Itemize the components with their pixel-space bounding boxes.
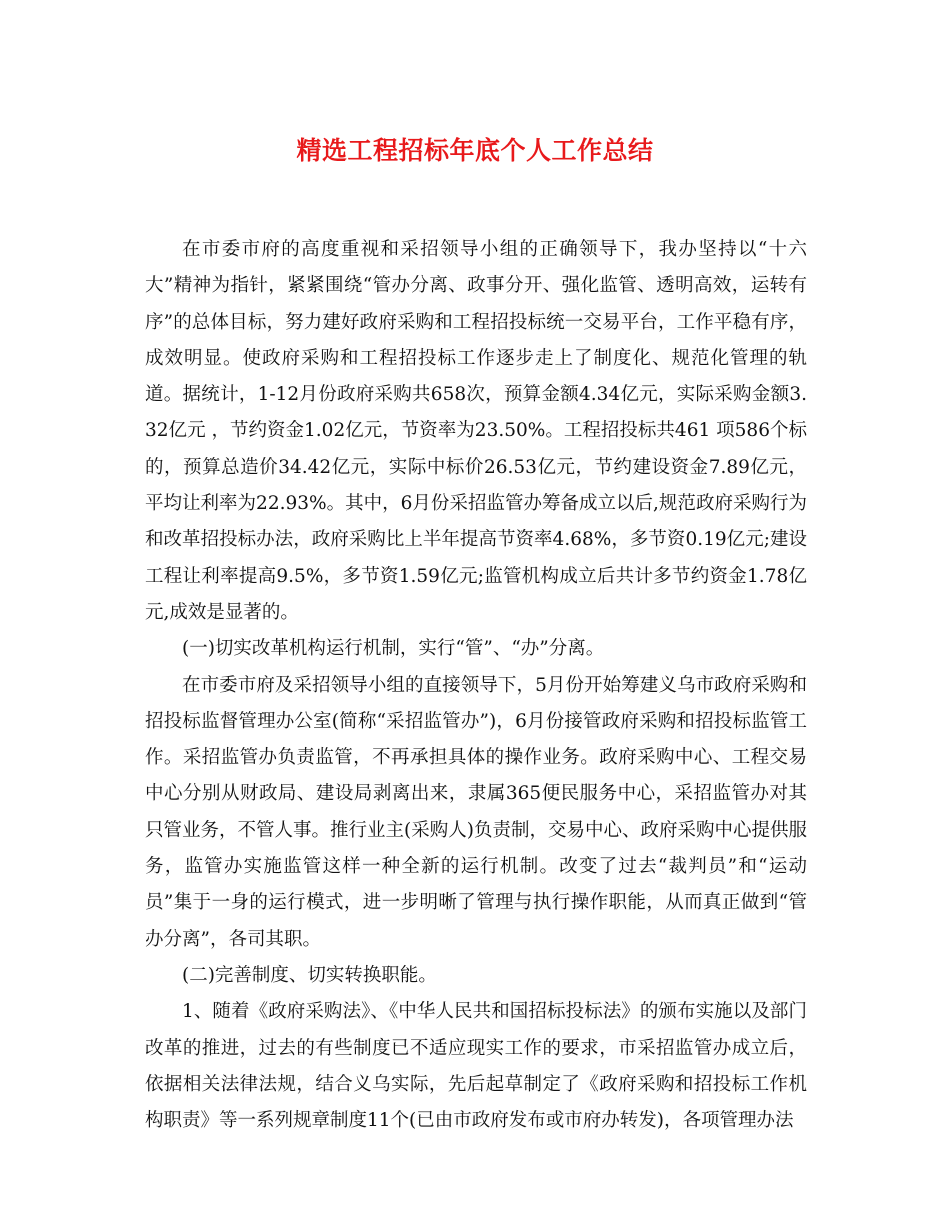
section-heading-2: (二)完善制度、切实转换职能。: [182, 964, 437, 986]
document-title: 精选工程招标年底个人工作总结: [296, 136, 654, 165]
paragraph-section-2-item-1: 1、随着《政府采购法》、《中华人民共和国招标投标法》的颁布实施以及部门改革的推进，过去的有些制度已不适应现实工作的要求，市采招监管办成立后，依据相关法律法规，结合义乌实际，先后起草制定了《政府采购和招投标工作机构职责》等一系列规章制度11个(已由市政府发布或市府办转发)，各项管理办法: [145, 1001, 807, 1132]
paragraph-intro: 在市委市府的高度重视和采招领导小组的正确领导下，我办坚持以“十六大”精神为指针，紧紧围绕“管办分离、政事分开、强化监管、透明高效，运转有序”的总体目标，努力建好政府采购和工程招投标统一交易平台，工作平稳有序，成效明显。使政府采购和工程招投标工作逐步走上了制度化、规范化管理的轨道。据统计，1-12月份政府采购共658次，预算金额4.34亿元，实际采购金额3.32亿元 ，节约资金1.02亿元，节资率为23.50%。工程招投标共461 项586个标的，预算总造价34.42亿元，实际中标价26.53亿元，节约建设资金7.89亿元，平均让利率为22.93%。其中，6月份采招监管办筹备成立以后,规范政府采购行为和改革招投标办法，政府采购比上半年提高节资率4.68%，多节资0.19亿元;建设工程让利率提高9.5%，多节资1.59亿元;监管机构成立后共计多节约资金1.78亿元,成效是显著的。: [145, 239, 807, 623]
paragraph-section-1: 在市委市府及采招领导小组的直接领导下，5月份开始筹建义乌市政府采购和招投标监督管理办公室(简称“采招监管办”)，6月份接管政府采购和招投标监管工作。采招监管办负责监管，不再承担具体的操作业务。政府采购中心、工程交易中心分别从财政局、建设局剥离出来，隶属365便民服务中心，采招监管办对其只管业务，不管人事。推行业主(采购人)负责制，交易中心、政府采购中心提供服务，监管办实施监管这样一种全新的运行机制。改变了过去“裁判员”和“运动员”集于一身的运行模式，进一步明晰了管理与执行操作职能，从而真正做到“管办分离”，各司其职。: [145, 674, 807, 950]
document-body: [145, 232, 807, 1139]
section-heading-1: (一)切实改革机构运行机制，实行“管”、“办”分离。: [182, 638, 605, 660]
